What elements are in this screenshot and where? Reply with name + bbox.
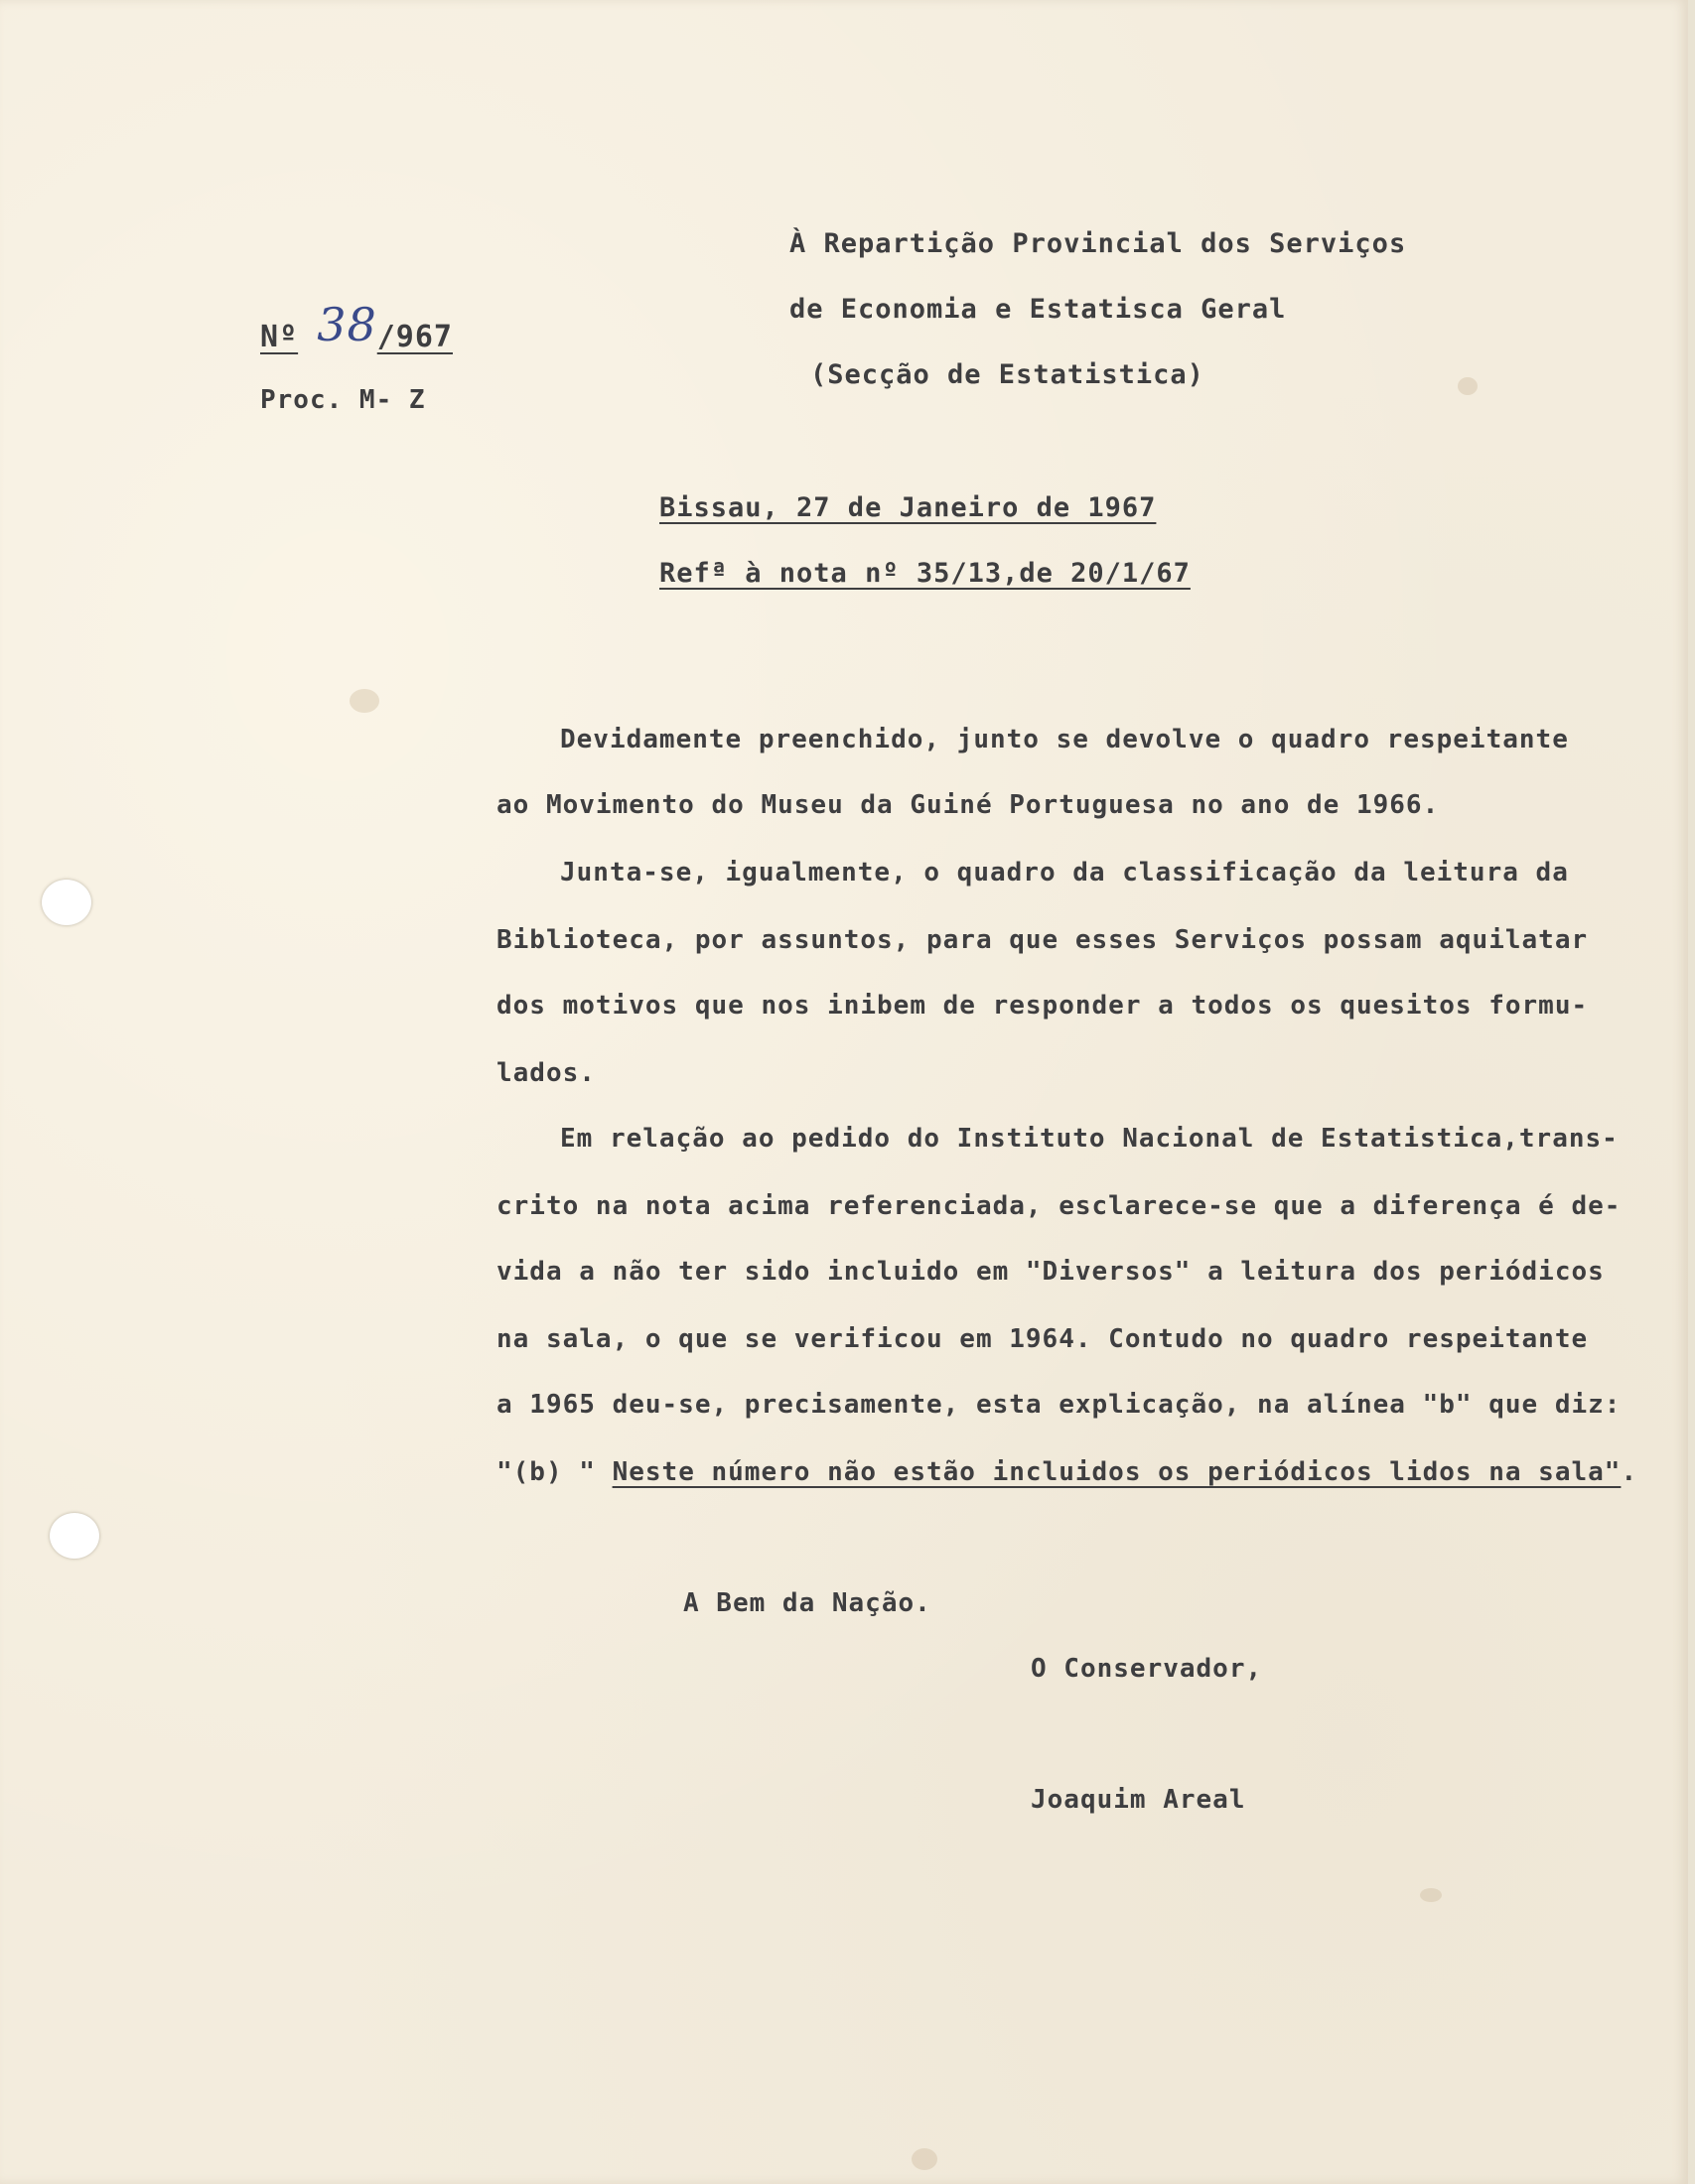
body-line-3: Junta-se, igualmente, o quadro da classificação da leitura da xyxy=(560,858,1569,887)
paper-stain xyxy=(350,689,379,713)
paper-stain xyxy=(912,2148,937,2170)
body-line-6: lados. xyxy=(496,1058,596,1088)
reference-number xyxy=(260,298,453,354)
body-line-2: ao Movimento do Museu da Guiné Portuguesa no ano de 1966. xyxy=(496,790,1440,820)
addressee-line-1: À Repartição Provincial dos Serviços xyxy=(789,228,1407,259)
quote-suffix: . xyxy=(1621,1457,1638,1487)
process-code: Proc. M- Z xyxy=(260,385,426,415)
quoted-text: Neste número não estão incluidos os periódicos lidos na sala" xyxy=(612,1457,1622,1487)
signatory-title: O Conservador, xyxy=(1031,1654,1263,1684)
ref-year: /967 xyxy=(376,320,453,354)
salutation: A Bem da Nação. xyxy=(683,1588,931,1618)
body-line-5: dos motivos que nos inibem de responder a todos os quesitos formu- xyxy=(496,991,1589,1021)
body-line-10: na sala, o que se verificou em 1964. Contudo no quadro respeitante xyxy=(496,1324,1589,1354)
place-date: Bissau, 27 de Janeiro de 1967 xyxy=(659,492,1157,523)
addressee-line-2: de Economia e Estatisca Geral xyxy=(789,294,1287,325)
punch-hole-bottom xyxy=(50,1513,99,1559)
reference-note: Refª à nota nº 35/13,de 20/1/67 xyxy=(659,558,1191,589)
handwritten-number: 38 xyxy=(317,298,377,351)
body-line-1: Devidamente preenchido, junto se devolve o quadro respeitante xyxy=(560,725,1569,754)
quote-prefix: "(b) " xyxy=(496,1457,596,1487)
paper-stain xyxy=(1420,1888,1442,1902)
ref-prefix: Nº xyxy=(260,320,299,354)
addressee-line-3: (Secção de Estatistica) xyxy=(810,359,1204,390)
body-line-9: vida a não ter sido incluido em "Diversos" a leitura dos periódicos xyxy=(496,1257,1605,1287)
body-line-11: a 1965 deu-se, precisamente, esta explicação, na alínea "b" que diz: xyxy=(496,1390,1622,1420)
body-line-7: Em relação ao pedido do Instituto Nacional de Estatistica,trans- xyxy=(560,1124,1619,1154)
body-line-8: crito na nota acima referenciada, esclarece-se que a diferença é de- xyxy=(496,1191,1622,1221)
body-line-4: Biblioteca, por assuntos, para que esses Serviços possam aquilatar xyxy=(496,925,1589,955)
punch-hole-top xyxy=(42,880,91,925)
paper-stain xyxy=(1458,377,1478,395)
signatory-name: Joaquim Areal xyxy=(1031,1785,1246,1815)
body-line-12 xyxy=(496,1459,1637,1485)
